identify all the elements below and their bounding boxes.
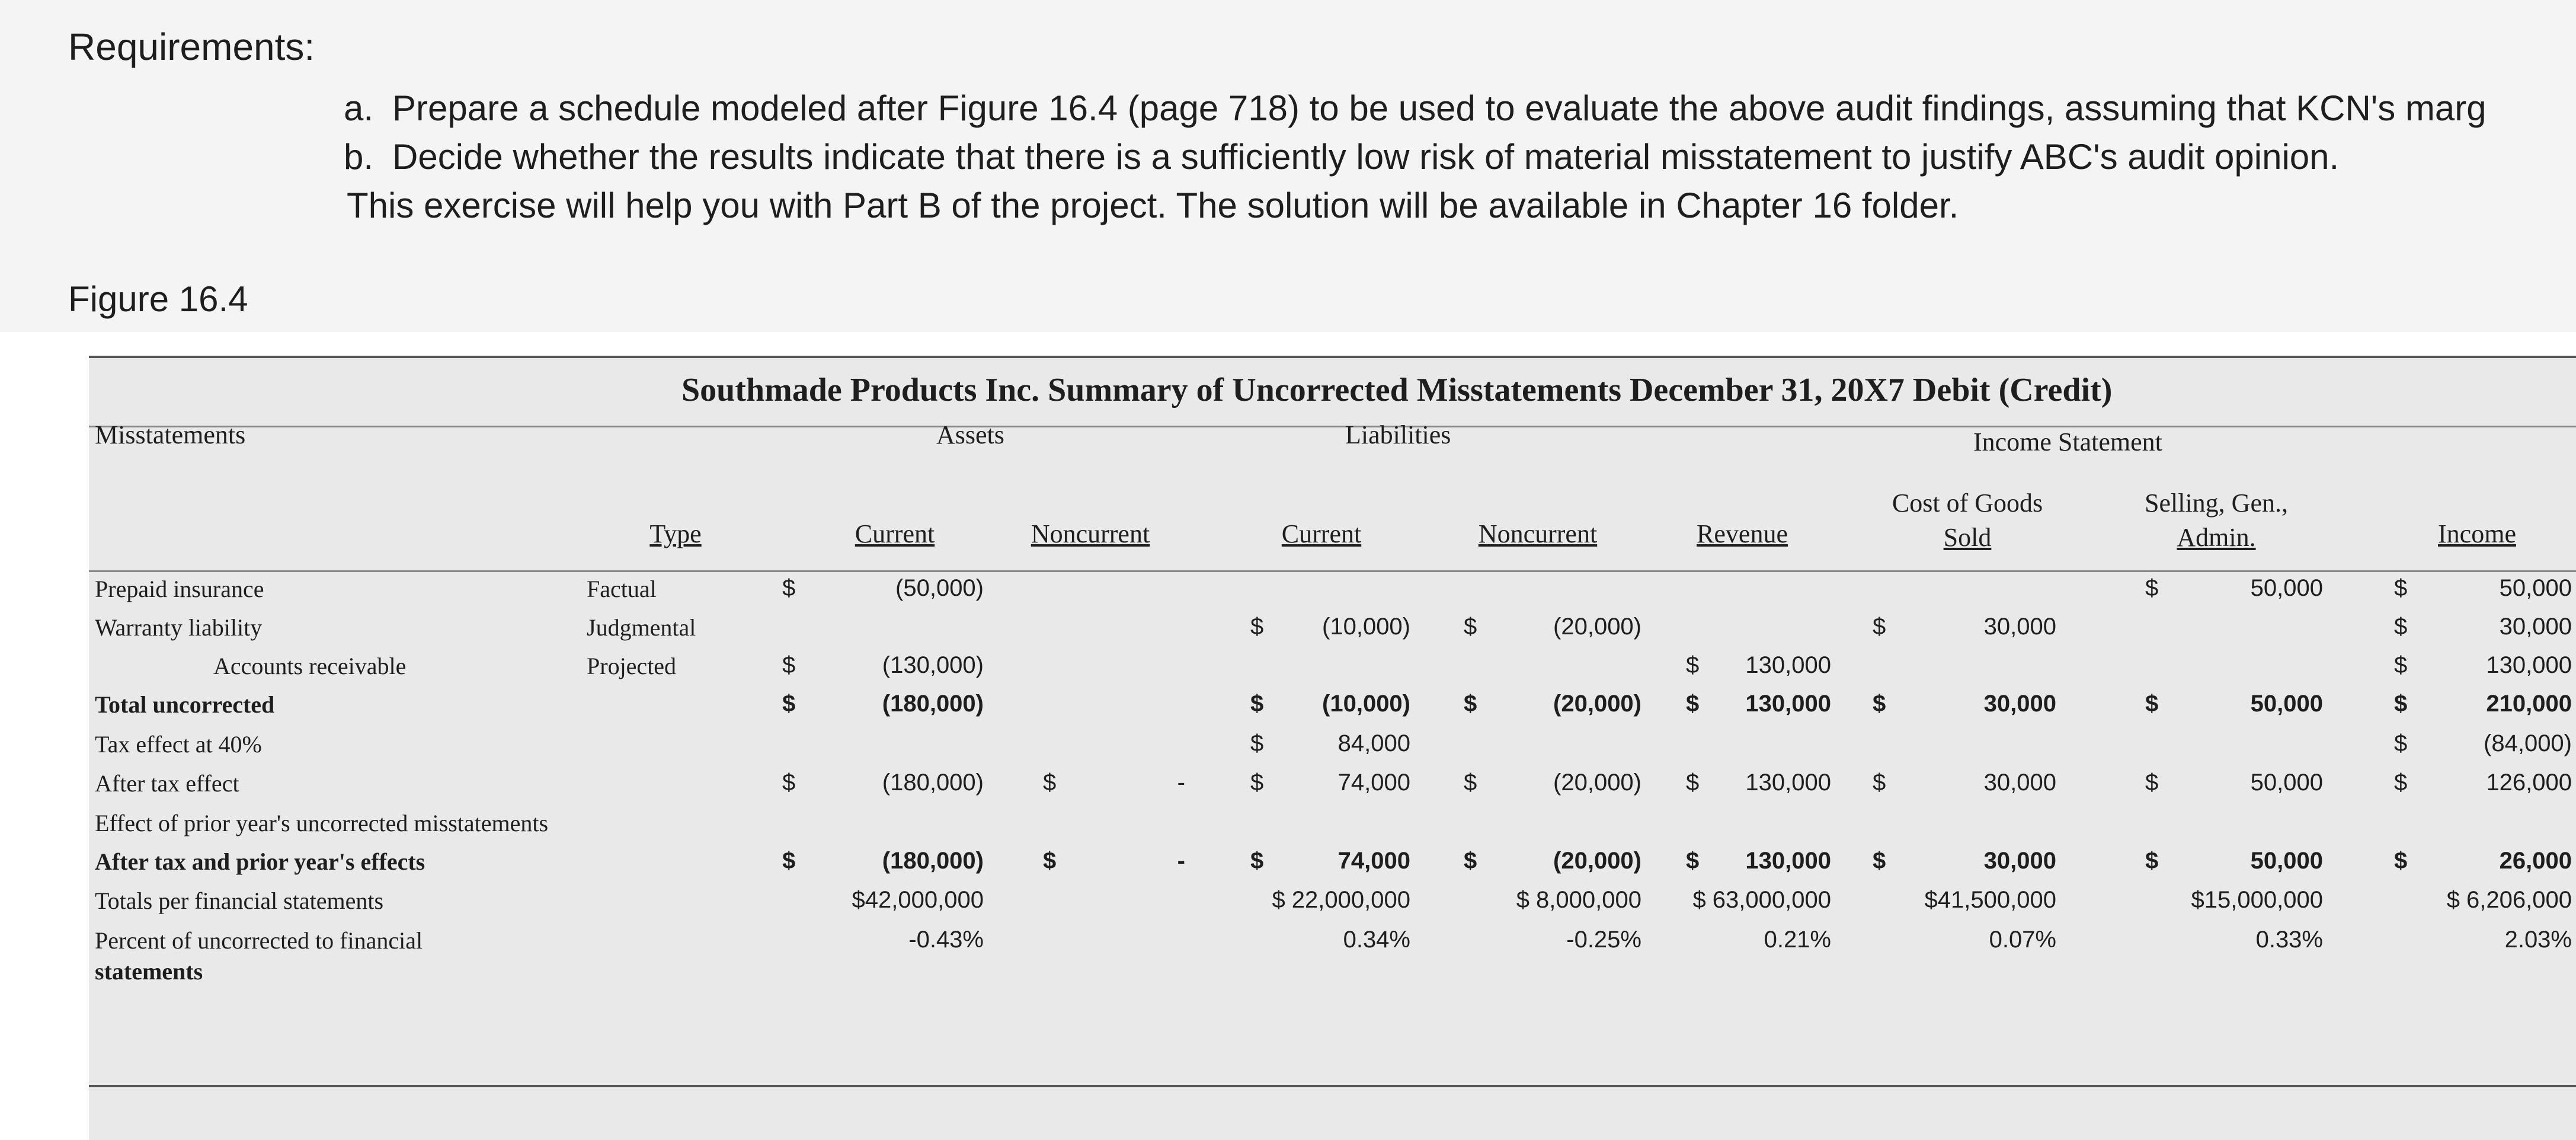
col-assets-noncurrent: Noncurrent (1031, 519, 1150, 548)
requirements-section (0, 0, 2576, 332)
col-sga-line1: Selling, Gen., (2145, 488, 2288, 518)
col-sga (2098, 486, 2335, 555)
liabilities-header: Liabilities (1345, 420, 1451, 449)
dollar-sign: $ (2394, 730, 2408, 756)
dollar-sign: $ (2394, 575, 2408, 601)
cell-sga: 50,000 (2250, 769, 2323, 796)
cell-rev: $ 63,000,000 (1692, 887, 1831, 913)
dollar-sign: $ (2394, 614, 2408, 640)
cell-ln: (20,000) (1553, 769, 1641, 796)
cell-ln: $ 8,000,000 (1516, 887, 1641, 913)
dollar-sign: $ (782, 769, 796, 796)
cell-ln: -0.25% (1566, 927, 1641, 953)
figure-label: Figure 16.4 (68, 279, 248, 319)
row-label-continued: statements (95, 958, 203, 985)
cell-ln: (20,000) (1553, 848, 1641, 874)
cell-lc: 74,000 (1337, 848, 1410, 874)
col-cogs-line2: Sold (1943, 523, 1992, 552)
cell-cogs: 0.07% (1989, 927, 2056, 953)
cell-inc: 130,000 (2486, 652, 2572, 678)
dollar-sign: $ (1464, 848, 1477, 874)
cell-rev: 130,000 (1745, 691, 1831, 717)
assets-header: Assets (936, 420, 1004, 449)
dollar-sign: $ (1464, 769, 1477, 796)
dollar-sign: $ (782, 575, 796, 601)
dollar-sign: $ (1686, 652, 1700, 678)
cell-lc: $ 22,000,000 (1272, 887, 1410, 913)
cell-inc: 26,000 (2499, 848, 2572, 874)
table-bottom-rule (89, 1085, 2576, 1087)
requirement-a-text: Prepare a schedule modeled after Figure 16.4 (page 718) to be used to evaluate the above audit findings, assuming that KCN's marg (392, 88, 2487, 128)
row-label: Total uncorrected (95, 691, 275, 718)
dollar-sign: $ (2394, 691, 2408, 717)
col-sga-line2: Admin. (2177, 523, 2256, 552)
requirement-a (344, 88, 2487, 129)
requirement-a-label: a. (344, 88, 374, 128)
cell-cogs: 30,000 (1983, 614, 2056, 640)
row-label: Effect of prior year's uncorrected misstatements (95, 810, 549, 836)
col-cogs (1849, 486, 2086, 555)
cell-ac: (180,000) (882, 769, 984, 796)
row-label: Totals per financial statements (95, 887, 384, 914)
cell-ac: (130,000) (882, 652, 984, 678)
dollar-sign: $ (1873, 848, 1886, 874)
cell-ac: $42,000,000 (852, 887, 984, 913)
cell-cogs: $41,500,000 (1924, 887, 2056, 913)
dollar-sign: $ (1250, 730, 1264, 756)
row-label: Percent of uncorrected to financial (95, 927, 423, 954)
col-type: Type (649, 519, 702, 548)
col-income: Income (2438, 519, 2516, 548)
cell-cogs: 30,000 (1983, 848, 2056, 874)
cell-cogs: 30,000 (1983, 691, 2056, 717)
cell-inc: 50,000 (2499, 575, 2572, 601)
row-label: Warranty liability (95, 614, 263, 641)
cell-sga: 50,000 (2250, 848, 2323, 874)
cell-inc: 210,000 (2486, 691, 2572, 717)
dollar-sign: $ (1686, 691, 1700, 717)
cell-lc: 74,000 (1337, 769, 1410, 796)
cell-rev: 130,000 (1745, 848, 1831, 874)
figure-table (89, 356, 2576, 1140)
cell-inc: (84,000) (2484, 730, 2572, 756)
cell-lc: 0.34% (1343, 927, 1410, 953)
cell-an: - (1177, 769, 1185, 796)
cell-inc: 2.03% (2504, 927, 2572, 953)
cell-inc: 126,000 (2486, 769, 2572, 796)
income-statement-header: Income Statement (1973, 427, 2162, 456)
row-type: Projected (587, 653, 677, 679)
table-top-rule (89, 356, 2576, 358)
cell-ac: (180,000) (882, 848, 984, 874)
col-cogs-line1: Cost of Goods (1892, 488, 2043, 518)
cell-sga: 50,000 (2250, 691, 2323, 717)
col-liab-current: Current (1281, 519, 1362, 548)
dollar-sign: $ (1250, 848, 1264, 874)
table-columns-rule (89, 570, 2576, 572)
requirement-b (344, 136, 2339, 177)
dollar-sign: $ (1043, 848, 1057, 874)
requirement-b-label: b. (344, 137, 374, 177)
dollar-sign: $ (1873, 614, 1886, 640)
cell-sga: 0.33% (2255, 927, 2323, 953)
table-header-rule (89, 426, 2576, 427)
cell-ac: -0.43% (908, 927, 984, 953)
dollar-sign: $ (1686, 848, 1700, 874)
dollar-sign: $ (782, 652, 796, 678)
dollar-sign: $ (2145, 848, 2159, 874)
dollar-sign: $ (1464, 691, 1477, 717)
cell-ln: (20,000) (1553, 691, 1641, 717)
dollar-sign: $ (1250, 614, 1264, 640)
dollar-sign: $ (2394, 652, 2408, 678)
dollar-sign: $ (1464, 614, 1477, 640)
row-type: Factual (587, 576, 657, 602)
row-label: Prepaid insurance (95, 576, 264, 602)
cell-sga: $15,000,000 (2191, 887, 2323, 913)
dollar-sign: $ (782, 691, 796, 717)
cell-lc: (10,000) (1322, 614, 1410, 640)
dollar-sign: $ (2394, 769, 2408, 796)
dollar-sign: $ (1043, 769, 1057, 796)
dollar-sign: $ (1873, 691, 1886, 717)
col-revenue: Revenue (1697, 519, 1788, 548)
dollar-sign: $ (2145, 691, 2159, 717)
dollar-sign: $ (1250, 769, 1264, 796)
dollar-sign: $ (2145, 575, 2159, 601)
cell-an: - (1177, 848, 1185, 874)
requirement-note: This exercise will help you with Part B of the project. The solution will be available in Chapter 16 folder. (347, 186, 1959, 225)
col-liab-noncurrent: Noncurrent (1478, 519, 1598, 548)
cell-inc: 30,000 (2499, 614, 2572, 640)
dollar-sign: $ (1250, 691, 1264, 717)
misstatements-header: Misstatements (95, 420, 246, 449)
cell-sga: 50,000 (2250, 575, 2323, 601)
row-label: After tax and prior year's effects (95, 848, 425, 875)
dollar-sign: $ (782, 848, 796, 874)
cell-ac: (180,000) (882, 691, 984, 717)
row-label: Accounts receivable (213, 653, 407, 679)
row-label: After tax effect (95, 770, 239, 797)
figure-title: Southmade Products Inc. Summary of Uncorrected Misstatements December 31, 20X7 Debit (Credit) (681, 372, 2113, 408)
cell-ln: (20,000) (1553, 614, 1641, 640)
dollar-sign: $ (1686, 769, 1700, 796)
cell-ac: (50,000) (895, 575, 984, 601)
dollar-sign: $ (2145, 769, 2159, 796)
dollar-sign: $ (1873, 769, 1886, 796)
cell-lc: 84,000 (1337, 730, 1410, 756)
cell-rev: 130,000 (1745, 769, 1831, 796)
cell-lc: (10,000) (1322, 691, 1410, 717)
dollar-sign: $ (2394, 848, 2408, 874)
cell-rev: 130,000 (1745, 652, 1831, 678)
requirements-title: Requirements: (68, 25, 315, 68)
cell-rev: 0.21% (1764, 927, 1831, 953)
row-label: Tax effect at 40% (95, 731, 262, 758)
cell-cogs: 30,000 (1983, 769, 2056, 796)
row-type: Judgmental (587, 614, 696, 641)
col-assets-current: Current (855, 519, 935, 548)
cell-inc: $ 6,206,000 (2446, 887, 2572, 913)
requirement-b-text: Decide whether the results indicate that there is a sufficiently low risk of material misstatement to justify ABC's audit opinion. (392, 137, 2340, 177)
